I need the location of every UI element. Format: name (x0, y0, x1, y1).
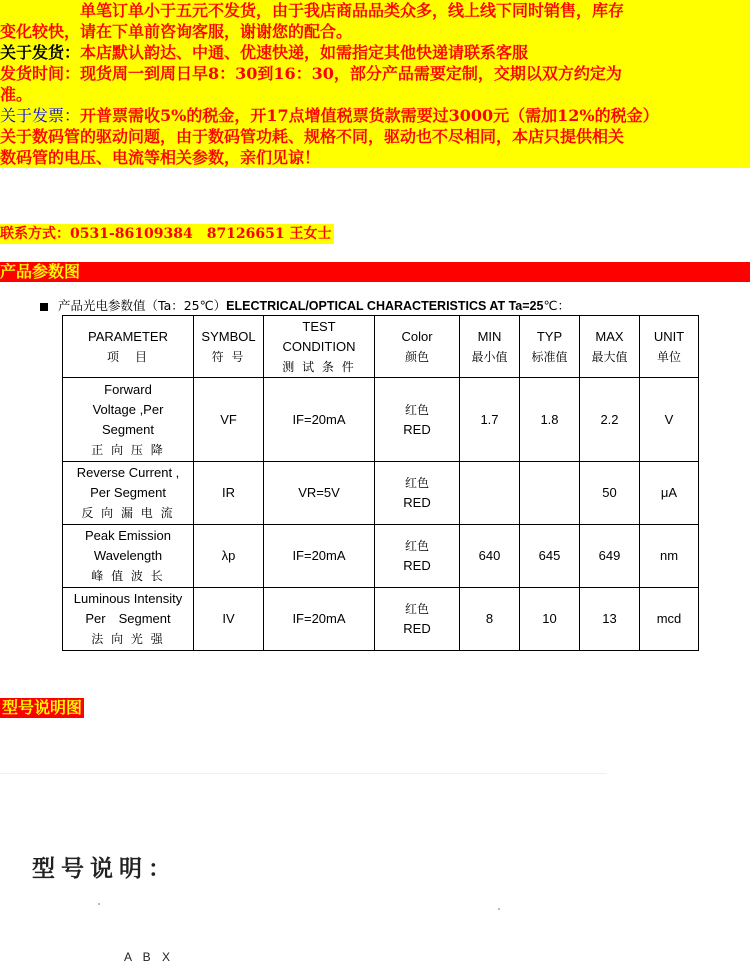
notice-line-7: 关于数码管的驱动问题，由于数码管功耗、规格不同，驱动也不尽相同，本店只提供相关 (0, 126, 750, 147)
model-heading: 型号说明： (32, 856, 177, 882)
header-cell: TEST CONDITION 测 试 条 件 (264, 316, 375, 378)
speck (498, 908, 500, 910)
shipping-label: 关于发货： (0, 43, 81, 62)
invoice-label: 关于发票： (0, 106, 81, 125)
contact-info: 联系方式：0531-86109384 87126651 王女士 (0, 226, 332, 242)
notice-line-6 (0, 105, 750, 126)
speck (98, 903, 100, 905)
table-header-row (63, 316, 699, 378)
section-title-model: 型号说明图 (2, 698, 83, 717)
table-row: Luminous Intensity Per Segment 法 向 光 强 IV IF=20mA 红色 RED 8 10 13 mcd (63, 588, 699, 651)
caption-en: ELECTRICAL/OPTICAL CHARACTERISTICS AT Ta=25 (226, 299, 544, 313)
notice-line-3 (0, 42, 750, 63)
header-cell: Color 颜色 (375, 316, 460, 378)
invoice-text: 开普票需收5%的税金，开17点增值税票货款需要过3000元（需加12%的税金） (80, 106, 659, 125)
caption-unit: ℃： (543, 298, 570, 313)
notice-line-2: 变化较快，请在下单前咨询客服，谢谢您的配合。 (0, 21, 750, 42)
table-caption (40, 296, 570, 314)
notice-line-8: 数码管的电压、电流等相关参数，亲们见谅！ (0, 147, 750, 168)
section-title-params: 产品参数图 (0, 262, 750, 282)
table-row: Forward Voltage ,Per Segment 正 向 压 降 VF IF=20mA 红色 RED 1.7 1.8 2.2 V (63, 378, 699, 462)
store-notice (0, 0, 750, 168)
header-cell: MIN 最小值 (460, 316, 520, 378)
header-cell: TYP 标准值 (520, 316, 580, 378)
notice-line-1: 单笔订单小于五元不发货，由于我店商品品类众多，线上线下同时销售，库存 (0, 0, 750, 21)
header-cell: UNIT 单位 (640, 316, 699, 378)
shipping-text: 本店默认韵达、中通、优速快递，如需指定其他快递请联系客服 (80, 43, 529, 62)
spec-table (62, 315, 699, 651)
caption-cn: 产品光电参数值（Ta：25℃） (58, 298, 227, 313)
notice-line-5: 准。 (0, 84, 750, 105)
header-cell: PARAMETER 项 目 (63, 316, 194, 378)
header-cell: MAX 最大值 (580, 316, 640, 378)
table-row: Peak Emission Wavelength 峰 值 波 长 λp IF=20mA 红色 RED 640 645 649 nm (63, 525, 699, 588)
model-code-partial: A B X (124, 950, 175, 964)
table-row: Reverse Current , Per Segment 反 向 漏 电 流 IR VR=5V 红色 RED 50 μA (63, 462, 699, 525)
notice-line-4: 发货时间：现货周一到周日早8：30到16：30，部分产品需要定制，交期以双方约定为 (0, 63, 750, 84)
bullet-square-icon (40, 303, 48, 311)
header-cell: SYMBOL 符 号 (194, 316, 264, 378)
